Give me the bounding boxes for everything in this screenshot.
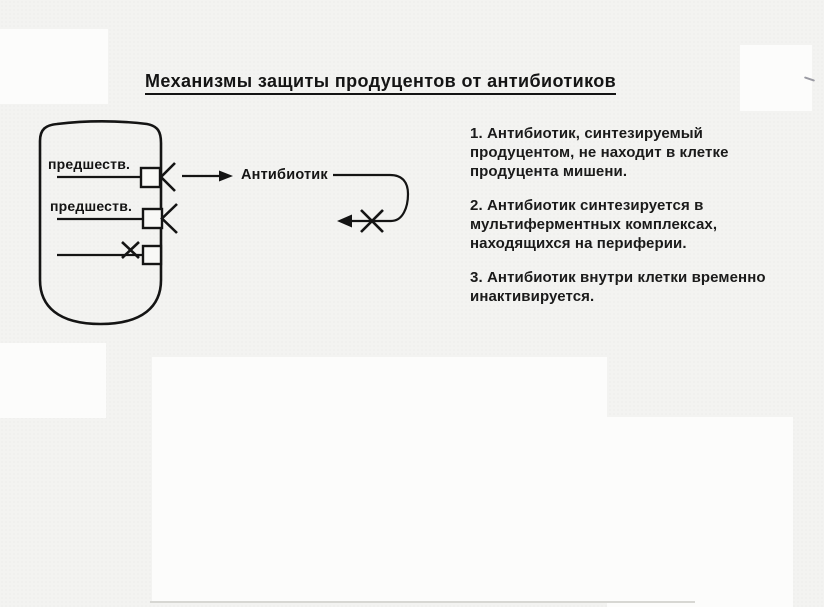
notes-block — [470, 124, 776, 321]
membrane-complex-box-2 — [143, 209, 162, 228]
uptake-chevron-icon-2 — [162, 204, 177, 233]
note-item-3: 3. Антибиотик внутри клетки временно инактивируется. — [470, 269, 766, 305]
note-item-2: 2. Антибиотик синтезируется в мультиферментных комплексах, находящихся на периферии. — [470, 197, 718, 252]
antibiotic-label: Антибиотик — [241, 167, 328, 183]
antibiotic-export-arrow — [182, 171, 233, 182]
note-item-1: 1. Антибиотик, синтезируемый продуцентом, не находит в клетке продуцента мишени. — [470, 125, 729, 180]
precursor-label-1: предшеств. — [48, 156, 131, 172]
membrane-complex-box-1 — [141, 168, 160, 187]
membrane-complex-box-3 — [143, 246, 161, 264]
page-title: Механизмы защиты продуцентов от антибиотиков — [145, 71, 616, 95]
precursor-label-2: предшеств. — [50, 198, 133, 214]
uptake-chevron-icon-1 — [161, 163, 175, 191]
